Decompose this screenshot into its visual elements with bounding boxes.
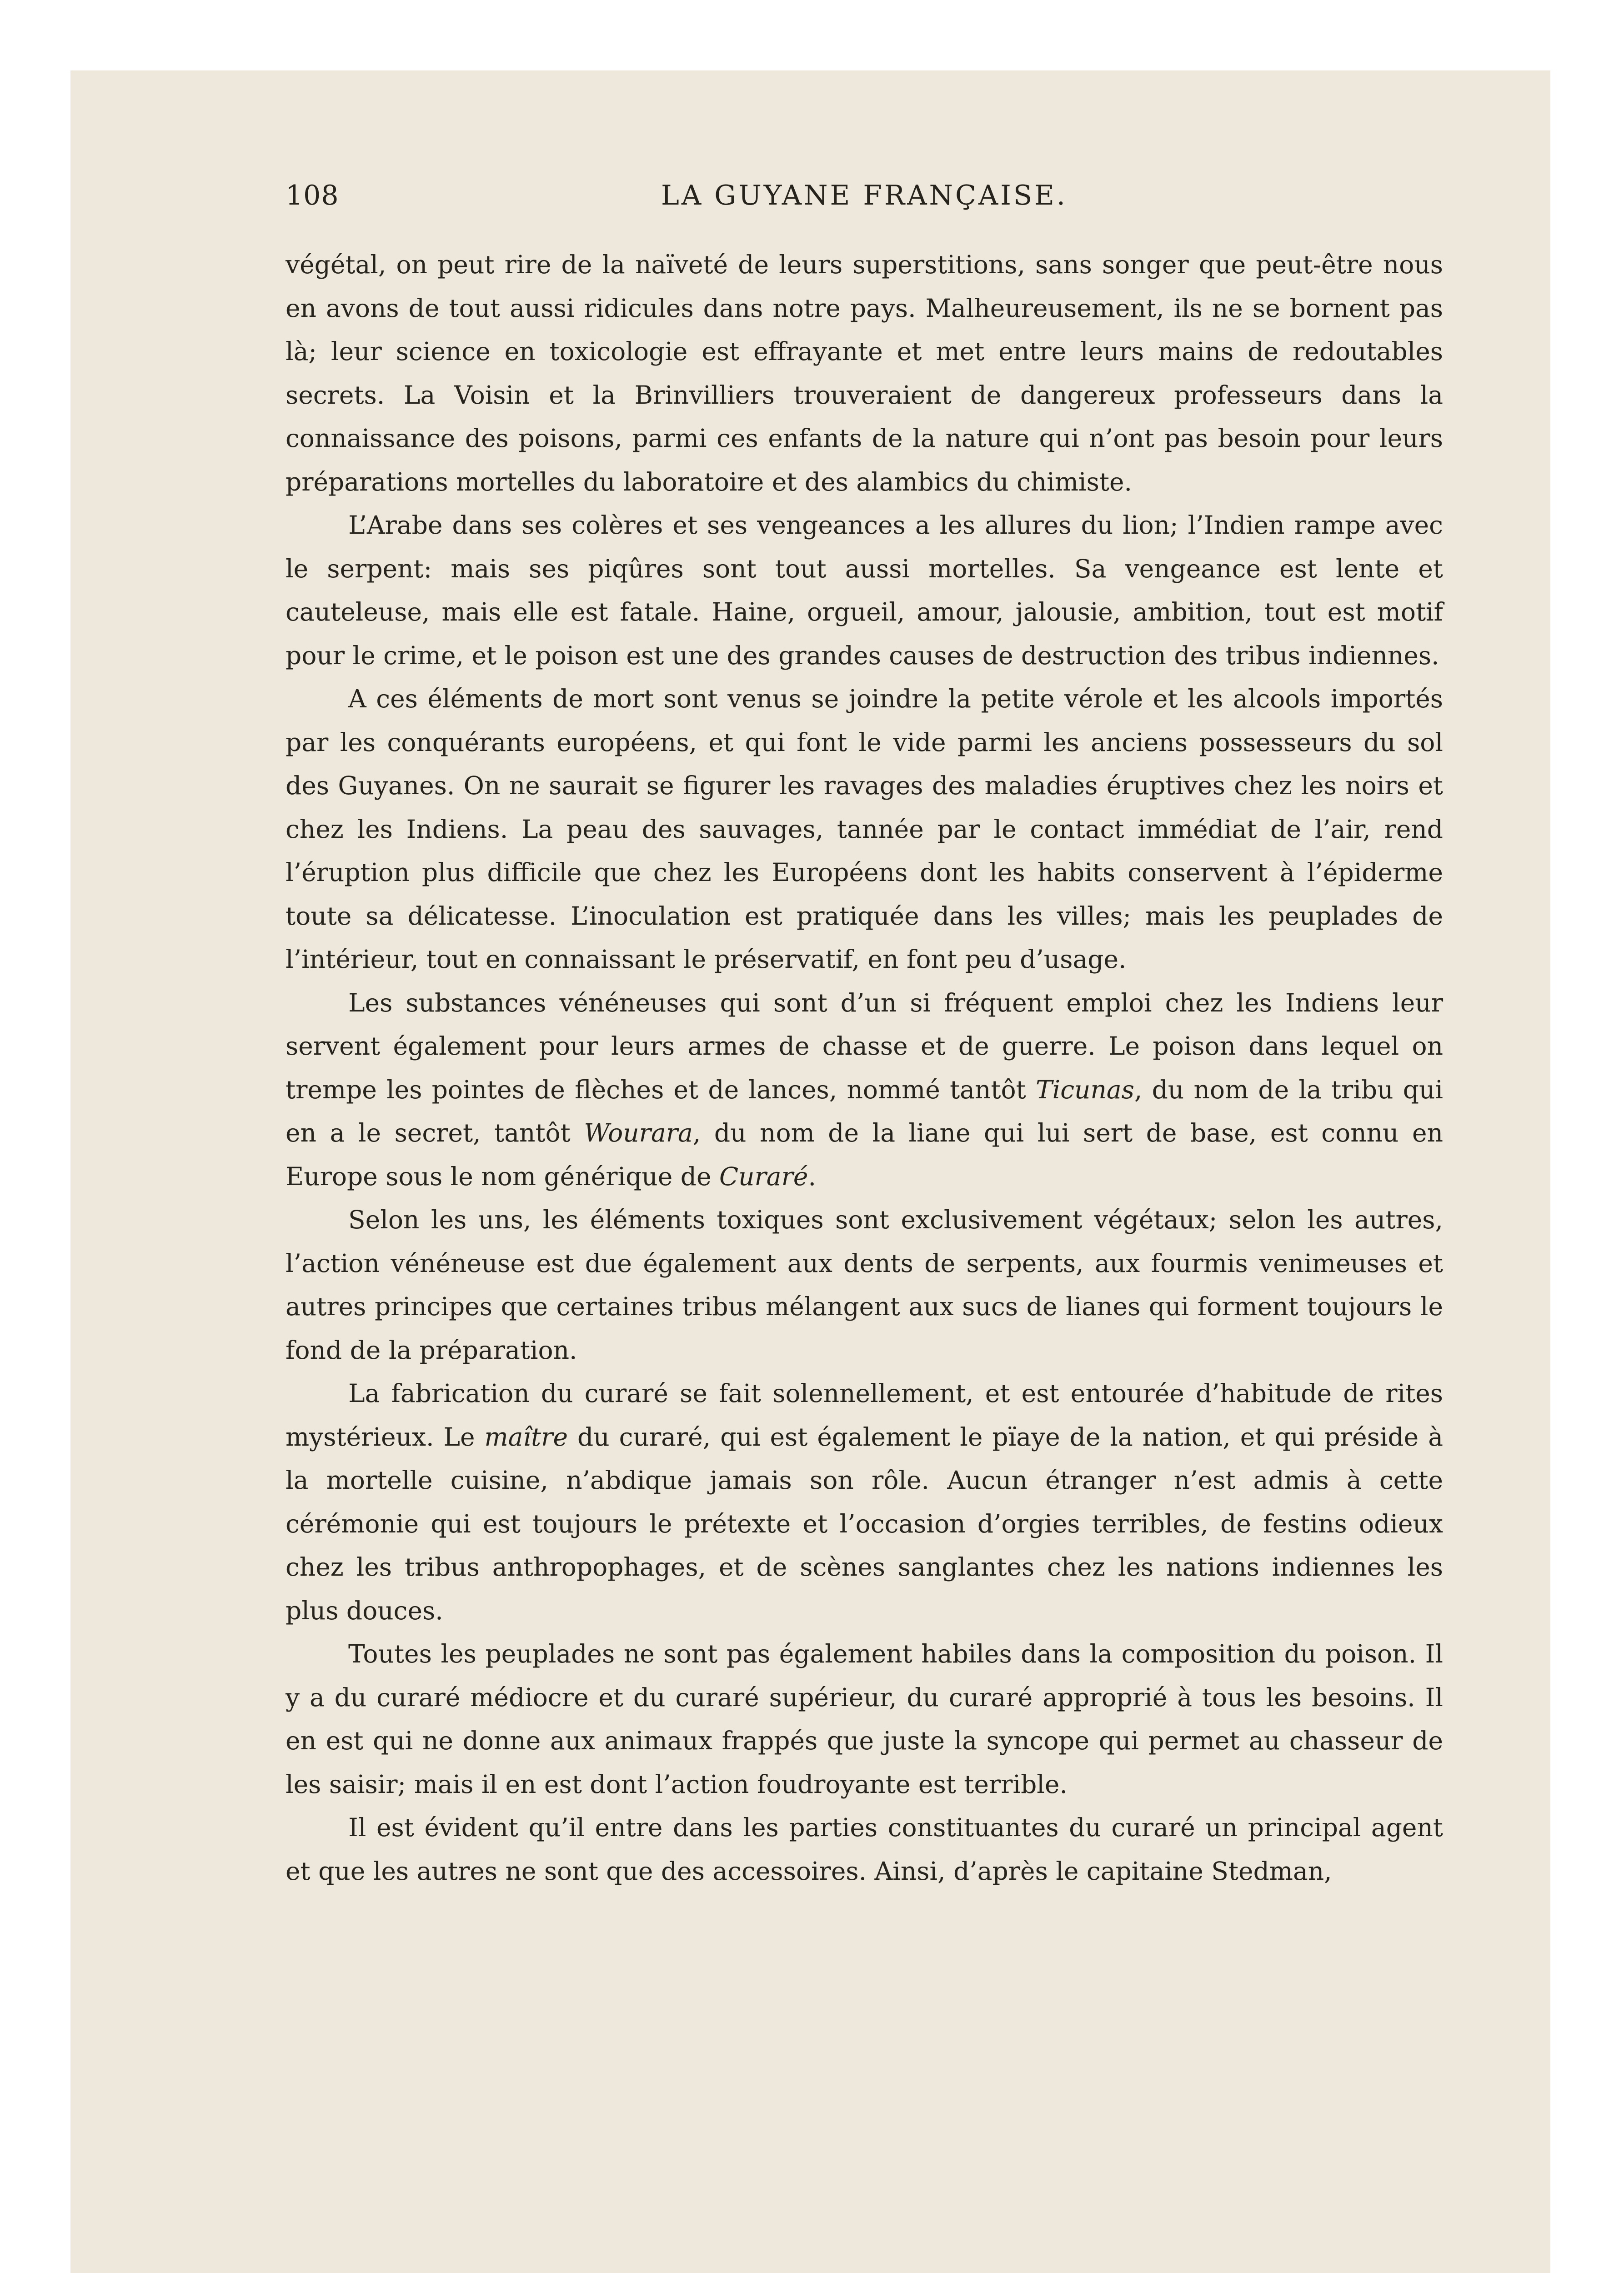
text-run: du curaré, qui est également le pïaye de la nation, et qui préside à la mortelle cuisine, n’abdique jamais son rôle. Aucun étranger n’est admis à cette cérémonie qui est toujours le prétexte et l’occasion d’orgies terribles, de festins odieux chez les tribus anthropophages, et de scènes sanglantes chez les nations indiennes les plus douces.	[286, 1422, 1443, 1625]
paragraph	[286, 504, 1443, 677]
italic-term: Ticunas	[1035, 1075, 1134, 1104]
paragraph	[286, 1632, 1443, 1806]
text-run: Selon les uns, les éléments toxiques sont exclusivement végétaux; selon les autres, l’action vénéneuse est due également aux dents de serpents, aux fourmis venimeuses et autres principes que certaines tribus mélangent aux sucs de lianes qui forment toujours le fond de la préparation.	[286, 1205, 1443, 1365]
text-run: .	[808, 1162, 816, 1191]
text-run: Il est évident qu’il entre dans les parties constituantes du curaré un principal agent et que les autres ne sont que des accessoires. Ainsi, d’après le capitaine Stedman,	[286, 1813, 1443, 1886]
paragraph	[286, 1198, 1443, 1372]
text-run: L’Arabe dans ses colères et ses vengeances a les allures du lion; l’Indien rampe avec le serpent: mais ses piqûres sont tout aussi mortelles. Sa vengeance est lente et cauteleuse, mais elle est fatale. Haine, orgueil, amour, jalousie, ambition, tout est motif pour le crime, et le poison est une des grandes causes de destruction des tribus indiennes.	[286, 511, 1443, 670]
paragraph	[286, 1806, 1443, 1893]
paragraph	[286, 677, 1443, 981]
italic-term: Curaré	[719, 1162, 808, 1191]
book-page	[286, 180, 1443, 2043]
text-run: Les substances vénéneuses qui sont d’un si fréquent emploi chez les Indiens leur servent également pour leurs armes de chasse et de guerre. Le poison dans lequel on trempe les pointes de flèches et de lances, nommé tantôt	[286, 988, 1443, 1104]
running-title: LA GUYANE FRANÇAISE.	[661, 180, 1068, 211]
running-head	[286, 180, 1443, 230]
text-run: , du nom de la tribu qui en a le secret, tantôt	[286, 1075, 1443, 1147]
italic-term: Wourara	[584, 1118, 693, 1147]
paragraph	[286, 243, 1443, 504]
paragraph	[286, 981, 1443, 1199]
paragraph	[286, 1372, 1443, 1632]
text-run: , du nom de la liane qui lui sert de base, est connu en Europe sous le nom générique de	[286, 1118, 1443, 1191]
text-run: végétal, on peut rire de la naïveté de leurs superstitions, sans songer que peut-être nous en avons de tout aussi ridicules dans notre pays. Malheureusement, ils ne se bornent pas là; leur science en toxicologie est effrayante et met entre leurs mains de redoutables secrets. La Voisin et la Brinvilliers trouveraient de dangereux professeurs dans la connaissance des poisons, parmi ces enfants de la nature qui n’ont pas besoin pour leurs préparations mortelles du laboratoire et des alambics du chimiste.	[286, 250, 1443, 496]
italic-term: maître	[484, 1422, 568, 1452]
page-number: 108	[286, 180, 339, 211]
text-run: La fabrication du curaré se fait solennellement, et est entourée d’habitude de rites mystérieux. Le	[286, 1379, 1443, 1452]
text-run: A ces éléments de mort sont venus se joindre la petite vérole et les alcools importés par les conquérants européens, et qui font le vide parmi les anciens possesseurs du sol des Guyanes. On ne saurait se figurer les ravages des maladies éruptives chez les noirs et chez les Indiens. La peau des sauvages, tannée par le contact immédiat de l’air, rend l’éruption plus difficile que chez les Européens dont les habits conservent à l’épiderme toute sa délicatesse. L’inoculation est pratiquée dans les villes; mais les peuplades de l’intérieur, tout en connaissant le préservatif, en font peu d’usage.	[286, 684, 1443, 974]
text-run: Toutes les peuplades ne sont pas également habiles dans la composition du poison. Il y a du curaré médiocre et du curaré supérieur, du curaré approprié à tous les besoins. Il en est qui ne donne aux animaux frappés que juste la syncope qui permet au chasseur de les saisir; mais il en est dont l’action foudroyante est terrible.	[286, 1639, 1443, 1799]
body-text	[286, 243, 1443, 1893]
